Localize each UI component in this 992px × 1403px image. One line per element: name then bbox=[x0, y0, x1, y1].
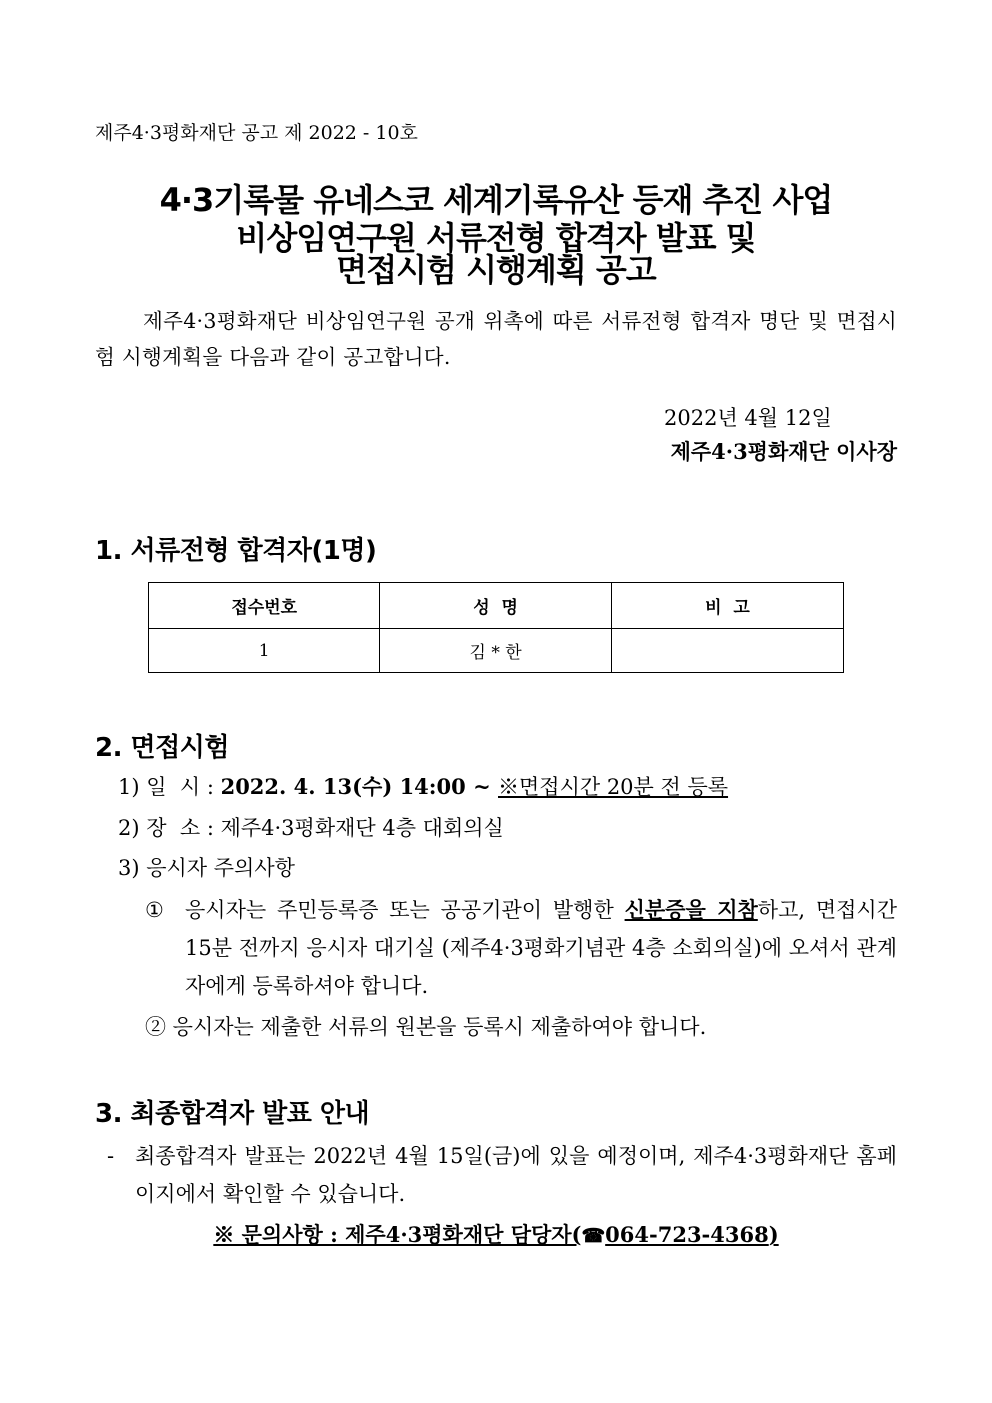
section-2-heading: 2. 면접시험 bbox=[95, 733, 229, 763]
datetime-note: ※면접시간 20분 전 등록 bbox=[498, 775, 729, 799]
title-line-3: 면접시험 시행계획 공고 bbox=[336, 251, 656, 289]
datetime-value: 2022. 4. 13(수) 14:00 ~ bbox=[220, 774, 498, 799]
caution-1-number: ① bbox=[145, 898, 164, 922]
phone-icon: ☎ bbox=[581, 1225, 606, 1247]
caution-item-2: ② 응시자는 제출한 서류의 원본을 등록시 제출하여야 합니다. bbox=[145, 1015, 707, 1039]
caution-heading: 3) 응시자 주의사항 bbox=[118, 856, 295, 880]
interview-datetime bbox=[118, 771, 728, 801]
table-row bbox=[149, 629, 844, 673]
title-line-2: 비상임연구원 서류전형 합격자 발표 및 bbox=[236, 219, 756, 257]
caution-1-text-pre: 응시자는 주민등록증 또는 공공기관이 발행한 bbox=[185, 898, 625, 922]
dash-bullet: - bbox=[107, 1144, 115, 1168]
inquiry-label: ※ 문의사항 : 제주4·3평화재단 담당자( bbox=[213, 1222, 582, 1247]
issuer: 제주4·3평화재단 이사장 bbox=[670, 439, 897, 464]
announcement-date: 2022년 4월 12일 bbox=[664, 406, 832, 430]
caution-1-text-post: 하고, 면접시간 15분 전까지 응시자 대기실 (제주4·3평화기념관 4층 소회의실)에 오셔서 관계자에게 등록하셔야 합니다. bbox=[185, 898, 898, 998]
notice-number: 제주4·3평화재단 공고 제 2022 - 10호 bbox=[95, 122, 418, 144]
datetime-label: 1) 일 시 : bbox=[118, 775, 221, 799]
section-1-heading: 1. 서류전형 합격자(1명) bbox=[95, 536, 377, 566]
inquiry-line bbox=[0, 1219, 992, 1249]
column-header: 성 명 bbox=[380, 583, 611, 629]
table-header-row bbox=[149, 583, 844, 629]
table-cell bbox=[611, 629, 843, 673]
table-cell: 1 bbox=[149, 629, 380, 673]
pass-list-table bbox=[148, 582, 844, 673]
section-3-heading: 3. 최종합격자 발표 안내 bbox=[95, 1099, 370, 1129]
column-header: 접수번호 bbox=[149, 583, 380, 629]
inquiry-close: ) bbox=[768, 1222, 779, 1247]
caution-item-1 bbox=[145, 891, 897, 1005]
interview-place: 2) 장 소 : 제주4·3평화재단 4층 대회의실 bbox=[118, 816, 504, 840]
intro-paragraph: 제주4·3평화재단 비상임연구원 공개 위촉에 따른 서류전형 합격자 명단 및 면접시험 시행계획을 다음과 같이 공고합니다. bbox=[95, 309, 897, 369]
title-line-1: 4·3기록물 유네스코 세계기록유산 등재 추진 사업 bbox=[159, 181, 833, 219]
caution-1-emphasis: 신분증을 지참 bbox=[624, 897, 758, 922]
table-cell: 김 * 한 bbox=[380, 629, 611, 673]
phone-number: 064-723-4368 bbox=[605, 1222, 769, 1247]
final-result-text: 최종합격자 발표는 2022년 4월 15일(금)에 있을 예정이며, 제주4·3평화재단 홈페이지에서 확인할 수 있습니다. bbox=[135, 1144, 897, 1206]
column-header: 비 고 bbox=[611, 583, 843, 629]
final-result-notice bbox=[107, 1137, 897, 1213]
